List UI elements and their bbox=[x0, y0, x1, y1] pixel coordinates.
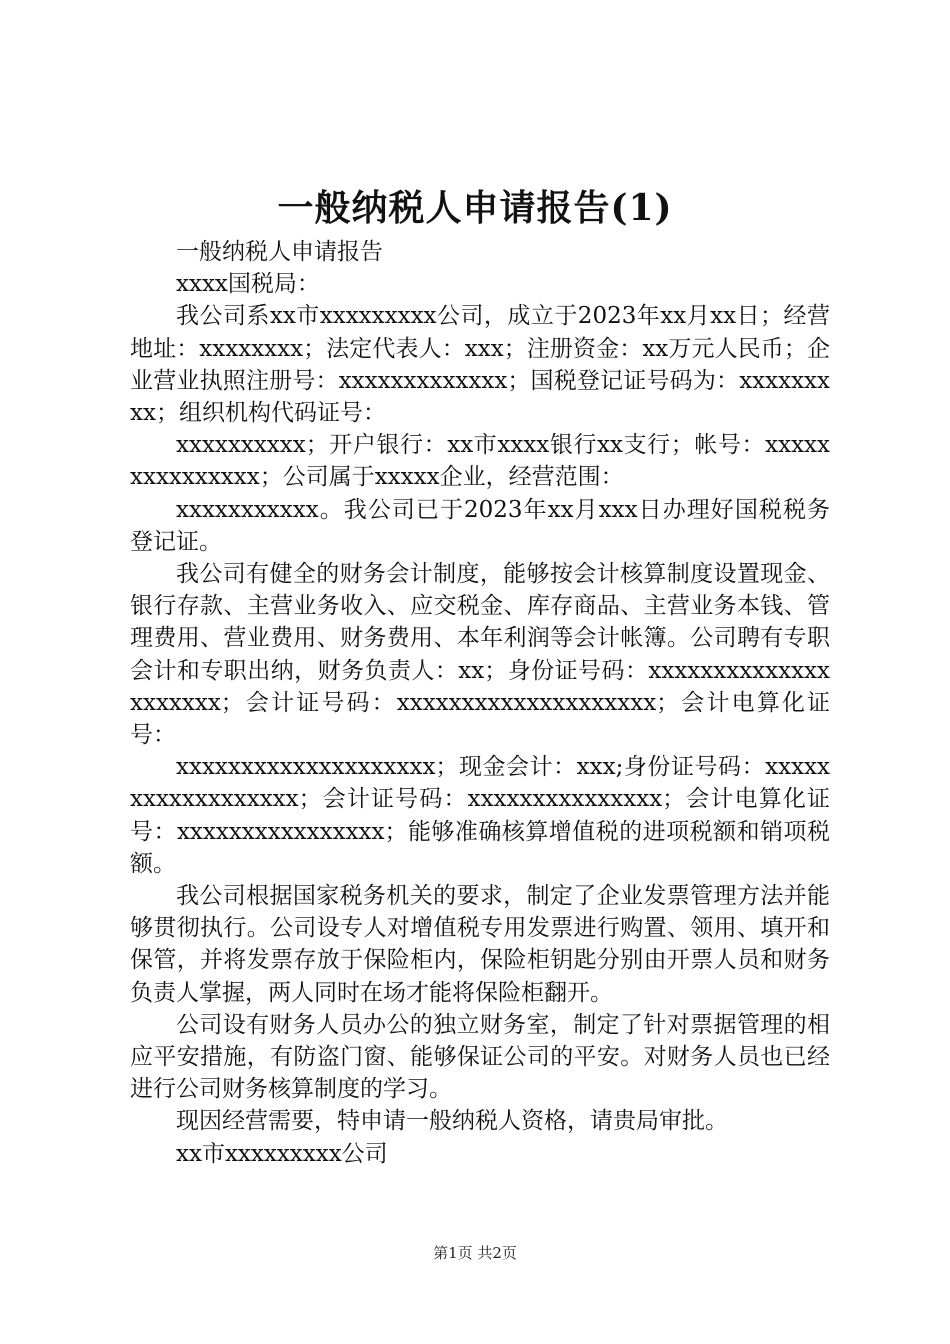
paragraph-cash-accountant: xxxxxxxxxxxxxxxxxxxx；现金会计：xxx;身份证号码：xxxxxxxxxxxxxxxxxx；会计证号码：xxxxxxxxxxxxxxx；会计电算化证号：xxxxxxxxxxxxxxxx；能够准确核算增值税的进项税额和销项税额。 bbox=[130, 754, 830, 877]
paragraph-invoice-management: 我公司根据国家税务机关的要求，制定了企业发票管理方法并能够贯彻执行。公司设专人对增值税专用发票进行购置、领用、填开和保管，并将发票存放于保险柜内，保险柜钥匙分别由开票人员和财务负责人掌握，两人同时在场才能将保险柜翻开。 bbox=[130, 883, 830, 1006]
paragraph-bank-info: xxxxxxxxxx；开户银行：xx市xxxx银行xx支行；帐号：xxxxxxxxxxxxxxx；公司属于xxxxx企业，经营范围： bbox=[130, 432, 830, 491]
document-title: 一般纳税人申请报告(1) bbox=[277, 187, 673, 229]
paragraph-request: 现因经营需要，特申请一般纳税人资格，请贵局审批。 bbox=[176, 1108, 728, 1135]
paragraph-registration: xxxxxxxxxxx。我公司已于2023年xx月xxx日办理好国税税务登记证。 bbox=[130, 496, 830, 555]
paragraph-addressee: xxxx国税局： bbox=[176, 271, 320, 298]
page-footer: 第1页 共2页 bbox=[433, 1244, 517, 1262]
paragraph-finance-office: 公司设有财务人员办公的独立财务室，制定了针对票据管理的相应平安措施，有防盗门窗、能够保证公司的平安。对财务人员也已经进行公司财务核算制度的学习。 bbox=[130, 1011, 830, 1103]
paragraph-signature: xx市xxxxxxxxx公司 bbox=[176, 1140, 388, 1167]
paragraph-heading: 一般纳税人申请报告 bbox=[176, 239, 383, 265]
paragraph-company-info: 我公司系xx市xxxxxxxxx公司，成立于2023年xx月xx日；经营地址：xxxxxxxx；法定代表人：xxx；注册资金：xx万元人民币；企业营业执照注册号：xxxxxxxxxxxxx；国税登记证号码为：xxxxxxxxx；组织机构代码证号： bbox=[130, 303, 830, 427]
paragraph-accounting-system: 我公司有健全的财务会计制度，能够按会计核算制度设置现金、银行存款、主营业务收入、应交税金、库存商品、主营业务本钱、管理费用、营业费用、财务费用、本年利润等会计帐簿。公司聘有专职会计和专职出纳，财务负责人：xx；身份证号码：xxxxxxxxxxxxxxxxxxxxx；会计证号码：xxxxxxxxxxxxxxxxxxxx；会计电算化证号： bbox=[130, 561, 830, 749]
document-body bbox=[130, 236, 830, 1170]
